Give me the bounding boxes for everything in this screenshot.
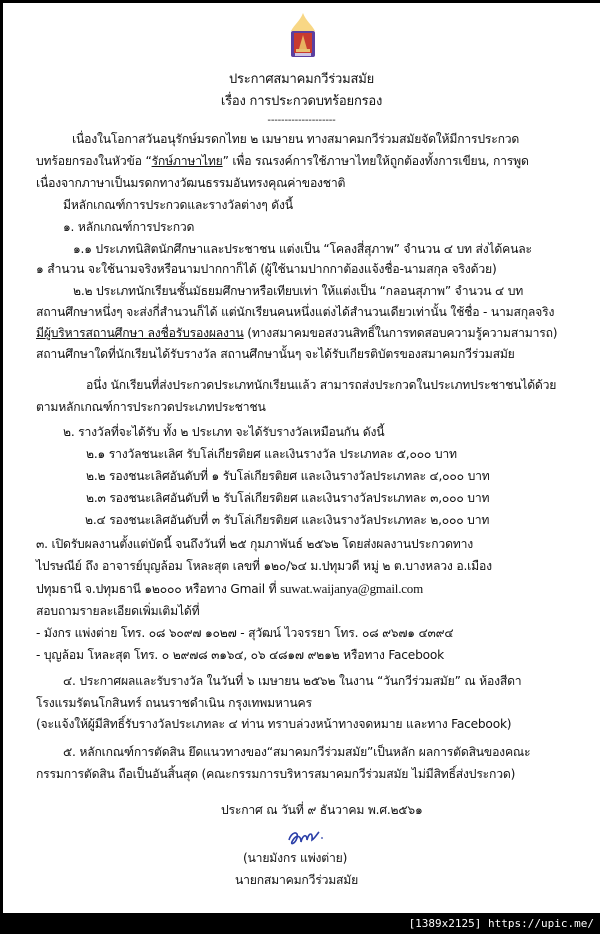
section-4-line-1: ๔. ประกาศผลและรับรางวัล ในวันที่ ๖ เมษายน ๒๕๖๒ ในงาน “วันกวีร่วมสมัย” ณ ห้องสีดา bbox=[63, 674, 522, 688]
criteria-item-2-line-1: ๒.๒ ประเภทนักเรียนชั้นมัธยมศึกษาหรือเทียบเท่า ให้แต่งเป็น “กลอนสุภาพ” จำนวน ๔ บท bbox=[73, 284, 524, 298]
criteria-item-2-line-3 bbox=[36, 326, 557, 341]
prize-4: ๒.๔ รองชนะเลิศอันดับที่ ๓ รับโล่เกียรติยศ และเงินรางวัลประเภทละ ๒,๐๐๐ บาท bbox=[85, 513, 490, 527]
section-3-line-1: ๓. เปิดรับผลงานตั้งแต่บัดนี้ จนถึงวันที่ ๒๕ กุมภาพันธ์ ๒๕๖๒ โดยส่งผลงานประกวดทาง bbox=[36, 537, 474, 551]
document-page bbox=[3, 3, 600, 913]
prize-2: ๒.๒ รองชนะเลิศอันดับที่ ๑ รับโล่เกียรติยศ และเงินรางวัลประเภทละ ๔,๐๐๐ บาท bbox=[86, 469, 490, 483]
announcement-date: ประกาศ ณ วันที่ ๙ ธันวาคม พ.ศ.๒๕๖๑ bbox=[221, 803, 423, 817]
intro-text: บทร้อยกรองในหัวข้อ “ bbox=[36, 154, 152, 168]
section-5-line-2: กรรมการตัดสิน ถือเป็นอันสิ้นสุด (คณะกรรมการบริหารสมาคมกวีร่วมสมัย ไม่มีสิทธิ์ส่งประกวด) bbox=[36, 767, 516, 781]
intro-line-2 bbox=[36, 154, 529, 169]
image-watermark: [1389x2125] https://upic.me/ bbox=[408, 917, 594, 930]
criteria-item-1-line-2: ๑ สำนวน จะใช้นามจริงหรือนามปากกาก็ได้ (ผู้ใช้นามปากกาต้องแจ้งชื่อ-นามสกุล จริงด้วย) bbox=[36, 262, 497, 276]
section-5-line-1: ๕. หลักเกณฑ์การตัดสิน ยึดแนวทางของ“สมาคมกวีร่วมสมัย”เป็นหลัก ผลการตัดสินของคณะ bbox=[63, 745, 531, 759]
note-line-1: อนึ่ง นักเรียนที่ส่งประกวดประเภทนักเรียนแล้ว สามารถส่งประกวดในประเภทประชาชนได้ด้วย bbox=[86, 378, 557, 392]
address-text: ปทุมธานี จ.ปทุมธานี ๑๒๐๐๐ หรือทาง Gmail ที่ bbox=[36, 582, 281, 596]
requirement-text: (ทางสมาคมขอสงวนสิทธิ์ในการทดสอบความรู้ความสามารถ) bbox=[243, 326, 558, 340]
email-link[interactable]: suwat.waijanya@gmail.com bbox=[280, 581, 424, 596]
section-3-line-2: ไปรษณีย์ ถึง อาจารย์บุญล้อม โหละสุต เลขที่ ๑๒๐/๖๔ ม.ปทุมวดี หมู่ ๒ ต.บางหลวง อ.เมือง bbox=[36, 559, 492, 573]
underlined-requirement: มีผู้บริหารสถานศึกษา ลงชื่อรับรองผลงาน bbox=[36, 326, 244, 340]
association-emblem-icon bbox=[286, 13, 320, 58]
prize-3: ๒.๓ รองชนะเลิศอันดับที่ ๒ รับโล่เกียรติยศ และเงินรางวัลประเภทละ ๓,๐๐๐ บาท bbox=[86, 491, 490, 505]
section-4-line-3: (จะแจ้งให้ผู้มีสิทธิ์รับรางวัลประเภทละ ๔ ท่าน ทราบล่วงหน้าทางจดหมาย และทาง Facebook) bbox=[36, 717, 512, 731]
separator-line: -------------------- bbox=[267, 115, 336, 126]
announcement-subject: เรื่อง การประกวดบทร้อยกรอง bbox=[220, 94, 383, 109]
criteria-item-2-line-2: สถานศึกษาหนึ่งๆ จะส่งกี่สำนวนก็ได้ แต่นักเรียนคนหนึ่งแต่งได้สำนวนเดียวเท่านั้น ใช้ชื่อ - นามสกุลจริง bbox=[36, 305, 555, 319]
section-3-line-3 bbox=[36, 581, 423, 597]
criteria-item-2-line-4: สถานศึกษาใดที่นักเรียนได้รับรางวัล สถานศึกษานั้นๆ จะได้รับเกียรติบัตรของสมาคมกวีร่วมสมัย bbox=[36, 347, 515, 361]
section-2-heading: ๒. รางวัลที่จะได้รับ ทั้ง ๒ ประเภท จะได้รับรางวัลเหมือนกัน ดังนี้ bbox=[63, 425, 385, 439]
criteria-item-1-line-1: ๑.๑ ประเภทนิสิตนักศึกษาและประชาชน แต่งเป็น “โคลงสี่สุภาพ” จำนวน ๔ บท ส่งได้คนละ bbox=[73, 242, 532, 256]
section-1-heading: ๑. หลักเกณฑ์การประกวด bbox=[63, 220, 195, 234]
contact-heading: สอบถามรายละเอียดเพิ่มเติมได้ที่ bbox=[36, 604, 200, 618]
signer-title: นายกสมาคมกวีร่วมสมัย bbox=[235, 873, 359, 887]
topic-name: รักษ์ภาษาไทย bbox=[151, 154, 223, 168]
intro-line-3: เนื่องจากภาษาเป็นมรดกทางวัฒนธรรมอันทรงคุณค่าของชาติ bbox=[36, 176, 346, 190]
contact-line-2: - บุญล้อม โหละสุต โทร. ๐ ๒๙๗๘ ๓๑๖๔, ๐๖ ๔๘๑๗ ๙๒๑๒ หรือทาง Facebook bbox=[36, 648, 444, 662]
signature-icon bbox=[285, 826, 325, 848]
intro-text: ” เพื่อ รณรงค์การใช้ภาษาไทยให้ถูกต้องทั้งการเขียน, การพูด bbox=[222, 154, 529, 168]
announcement-title: ประกาศสมาคมกวีร่วมสมัย bbox=[228, 72, 375, 87]
note-line-2: ตามหลักเกณฑ์การประกวดประเภทประชาชน bbox=[36, 400, 266, 414]
contact-line-1: - มังกร แพ่งต่าย โทร. ๐๘ ๖๐๙๗ ๑๐๒๗ - สุวัฒน์ ไวจรรยา โทร. ๐๘ ๙๖๗๑ ๔๓๙๔ bbox=[36, 626, 454, 640]
intro-line-4: มีหลักเกณฑ์การประกวดและรางวัลต่างๆ ดังนี้ bbox=[63, 198, 293, 212]
signer-name: (นายมังกร แพ่งต่าย) bbox=[243, 851, 348, 865]
prize-1: ๒.๑ รางวัลชนะเลิศ รับโล่เกียรติยศ และเงินรางวัล ประเภทละ ๕,๐๐๐ บาท bbox=[86, 447, 457, 461]
section-4-line-2: โรงแรมรัตนโกสินทร์ ถนนราชดำเนิน กรุงเทพมหานคร bbox=[36, 696, 312, 710]
intro-line-1: เนื่องในโอกาสวันอนุรักษ์มรดกไทย ๒ เมษายน ทางสมาคมกวีร่วมสมัยจัดให้มีการประกวด bbox=[72, 132, 520, 146]
